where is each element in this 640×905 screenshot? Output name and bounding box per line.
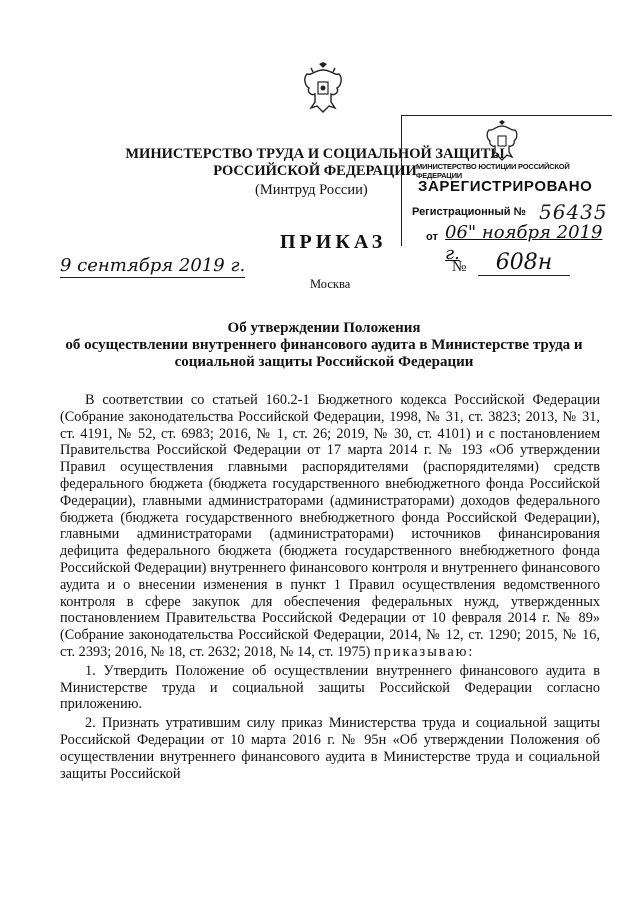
stamp-reg-number: 56435 (539, 200, 608, 224)
stamp-date-label: от (426, 231, 438, 243)
stamp-reg-date: 06" ноября 2019 г. (445, 222, 603, 264)
ministry-name-line2: РОССИЙСКОЙ ФЕДЕРАЦИИ (213, 163, 417, 179)
ministry-name-line1: МИНИСТЕРСТВО ТРУДА И СОЦИАЛЬНОЙ ЗАЩИТЫ (125, 146, 505, 162)
stamp-emblem-icon (484, 120, 520, 162)
coat-of-arms-emblem (301, 62, 345, 116)
order-word: приказываю: (374, 643, 475, 660)
heading-line-3: социальной защиты Российской Федерации (174, 354, 474, 370)
ministry-short-name: (Минтруд России) (255, 182, 368, 198)
document-heading (40, 320, 608, 371)
document-body (60, 392, 600, 782)
heading-line-1: Об утверждении Положения (227, 320, 421, 336)
stamp-organization: МИНИСТЕРСТВО ЮСТИЦИИ РОССИЙСКОЙ ФЕДЕРАЦИИ (416, 162, 570, 180)
stamp-reg-number-label: Регистрационный № (412, 206, 526, 218)
body-paragraph-3: 2. Признать утратившим силу приказ Министерства труда и социальной защиты Российской Федерации от 10 марта 2016 г. № 95н «Об утверждении Положения об осуществлении внутреннего финансового аудита в Министерстве труда и социальной защиты Российской (60, 715, 600, 782)
order-city: Москва (310, 277, 351, 291)
stamp-registered-label: ЗАРЕГИСТРИРОВАНО (418, 178, 593, 195)
order-date: 9 сентября 2019 г. (60, 255, 246, 276)
order-number-label: № (452, 259, 467, 275)
document-type: ПРИКАЗ (280, 231, 387, 253)
body-paragraph-2: 1. Утвердить Положение об осуществлении внутреннего финансового аудита в Министерстве труда и социальной защиты Российской Федерации согласно приложению. (60, 662, 600, 713)
heading-line-2: об осуществлении внутреннего финансового аудита в Министерстве труда и (65, 337, 583, 353)
preamble-text: В соответствии со статьей 160.2-1 Бюджетного кодекса Российской Федерации (Собрание законодательства Российской Федерации, 1998, № 31, ст. 3823; 2013, № 31, ст. 4191, № 52, ст. 6983; 2016, № 1, ст. 26; 2019, № 30, ст. 4101) и с постановлением Правительства Российской Федерации от 17 марта 2014 г. № 193 «Об утверждении Правил осуществления главными распорядителями (распорядителями) средств федерального бюджета (бюджета государственного внебюджетного фонда Российской Федерации), главными администраторами (администраторами) доходов федерального бюджета (бюджета государственного внебюджетного фонда Российской Федерации), главными администраторами (администраторами) источников финансирования дефицита федерального бюджета (бюджета государственного внебюджетного фонда Российской Федерации) внутреннего финансового контроля и внутреннего финансового аудита и о внесении изменения в пункт 1 Правил осуществления ведомственного контроля в сфере закупок для обеспечения федеральных нужд, утвержденных постановлением Правительства Российской Федерации от 10 февраля 2014 г. № 89» (Собрание законодательства Российской Федерации, 2014, № 12, ст. 1290; 2015, № 16, ст. 2393; 2016, № 18, ст. 2632; 2018, № 14, ст. 1975) (60, 392, 600, 660)
order-number: 608н (478, 250, 570, 276)
body-paragraph-1 (60, 392, 600, 661)
